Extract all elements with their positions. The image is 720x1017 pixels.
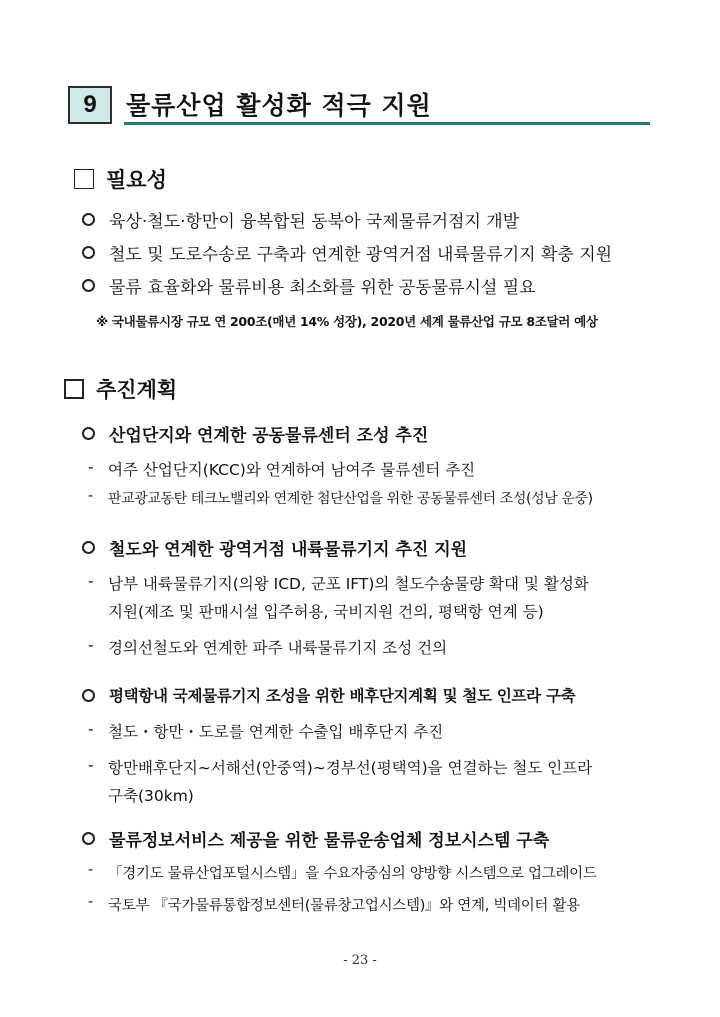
necessity-bullet-text: 물류 효율화와 물류비용 최소화를 위한 공동물류시설 필요 xyxy=(109,278,536,298)
section-number: 9 xyxy=(83,91,97,118)
title-underline xyxy=(124,122,650,125)
plan-sub-item: - 경의선철도와 연계한 파주 내륙물류기지 조성 건의 xyxy=(88,636,448,657)
circle-bullet-icon xyxy=(82,689,95,702)
plan-heading xyxy=(64,374,177,404)
market-size-note: ※ 국내물류시장 규모 연 200조(매년 14% 성장), 2020년 세계 물류산업 규모 8조달러 예상 xyxy=(96,314,598,329)
plan-sub-continuation: 지원(제조 및 판매시설 입주허용, 국비지원 건의, 평택항 연계 등) xyxy=(108,603,544,621)
necessity-heading-label: 필요성 xyxy=(106,168,167,192)
plan-item xyxy=(82,684,575,706)
plan-sub-item: - 국토부 『국가물류통합정보센터(물류창고업시스템)』와 연계, 빅데이터 활용 xyxy=(88,894,580,914)
plan-sub-text: 여주 산업단지(KCC)와 연계하여 남여주 물류센터 추진 xyxy=(108,461,476,479)
plan-sub-text: 남부 내륙물류기지(의왕 ICD, 군포 IFT)의 철도수송물량 확대 및 활성화 xyxy=(108,575,589,593)
plan-sub-text: 국토부 『국가물류통합정보센터(물류창고업시스템)』와 연계, 빅데이터 활용 xyxy=(108,898,580,914)
plan-item-title: 평택항내 국제물류기지 조성을 위한 배후단지계획 및 철도 인프라 구축 xyxy=(109,687,576,705)
plan-item-title: 물류정보서비스 제공을 위한 물류운송업체 정보시스템 구축 xyxy=(109,831,550,851)
necessity-bullet xyxy=(82,240,612,265)
plan-heading-label: 추진계획 xyxy=(96,378,178,402)
plan-item xyxy=(82,421,428,446)
necessity-heading xyxy=(74,164,167,194)
necessity-bullet-text: 육상·철도·항만이 융복합된 동북아 국제물류거점지 개발 xyxy=(109,212,520,232)
plan-sub-continuation: 구축(30km) xyxy=(108,787,194,805)
plan-sub-item: - 「경기도 물류산업포털시스템」을 수요자중심의 양방향 시스템으로 업그레이드 xyxy=(88,862,597,882)
plan-sub-item: - 여주 산업단지(KCC)와 연계하여 남여주 물류센터 추진 xyxy=(88,458,476,479)
section-number-box xyxy=(68,86,112,124)
circle-bullet-icon xyxy=(82,832,95,845)
circle-bullet-icon xyxy=(82,541,95,554)
necessity-bullet xyxy=(82,273,536,298)
plan-item xyxy=(82,826,549,851)
necessity-bullet-text: 철도 및 도로수송로 구축과 연계한 광역거점 내륙물류기지 확충 지원 xyxy=(109,245,613,265)
plan-sub-item: - 판교광교동탄 테크노밸리와 연계한 첨단산업을 위한 공동물류센터 조성(성남 운중) xyxy=(88,488,593,507)
plan-sub-text: 철도・항만・도로를 연계한 수출입 배후단지 추진 xyxy=(108,723,444,741)
plan-item xyxy=(82,535,467,560)
circle-bullet-icon xyxy=(82,427,95,440)
plan-sub-text: 항만배후단지∼서해선(안중역)∼경부선(평택역)을 연결하는 철도 인프라 xyxy=(108,759,593,777)
plan-sub-item: - 남부 내륙물류기지(의왕 ICD, 군포 IFT)의 철도수송물량 확대 및 활성화 xyxy=(88,572,589,593)
page-number: - 23 - xyxy=(343,953,377,968)
square-bullet-icon xyxy=(64,379,84,399)
plan-item-title: 철도와 연계한 광역거점 내륙물류기지 추진 지원 xyxy=(109,540,468,560)
circle-bullet-icon xyxy=(82,279,95,292)
circle-bullet-icon xyxy=(82,213,95,226)
plan-item-title: 산업단지와 연계한 공동물류센터 조성 추진 xyxy=(109,426,429,446)
necessity-bullet xyxy=(82,207,519,232)
plan-sub-item: - 항만배후단지∼서해선(안중역)∼경부선(평택역)을 연결하는 철도 인프라 xyxy=(88,756,593,777)
plan-sub-item: - 철도・항만・도로를 연계한 수출입 배후단지 추진 xyxy=(88,720,444,741)
circle-bullet-icon xyxy=(82,246,95,259)
page-title: 물류산업 활성화 적극 지원 xyxy=(126,91,432,120)
plan-sub-text: 판교광교동탄 테크노밸리와 연계한 첨단산업을 위한 공동물류센터 조성(성남 운중) xyxy=(108,491,593,507)
square-bullet-icon xyxy=(74,169,94,189)
plan-sub-text: 경의선철도와 연계한 파주 내륙물류기지 조성 건의 xyxy=(108,639,448,657)
plan-sub-text: 「경기도 물류산업포털시스템」을 수요자중심의 양방향 시스템으로 업그레이드 xyxy=(108,866,597,882)
